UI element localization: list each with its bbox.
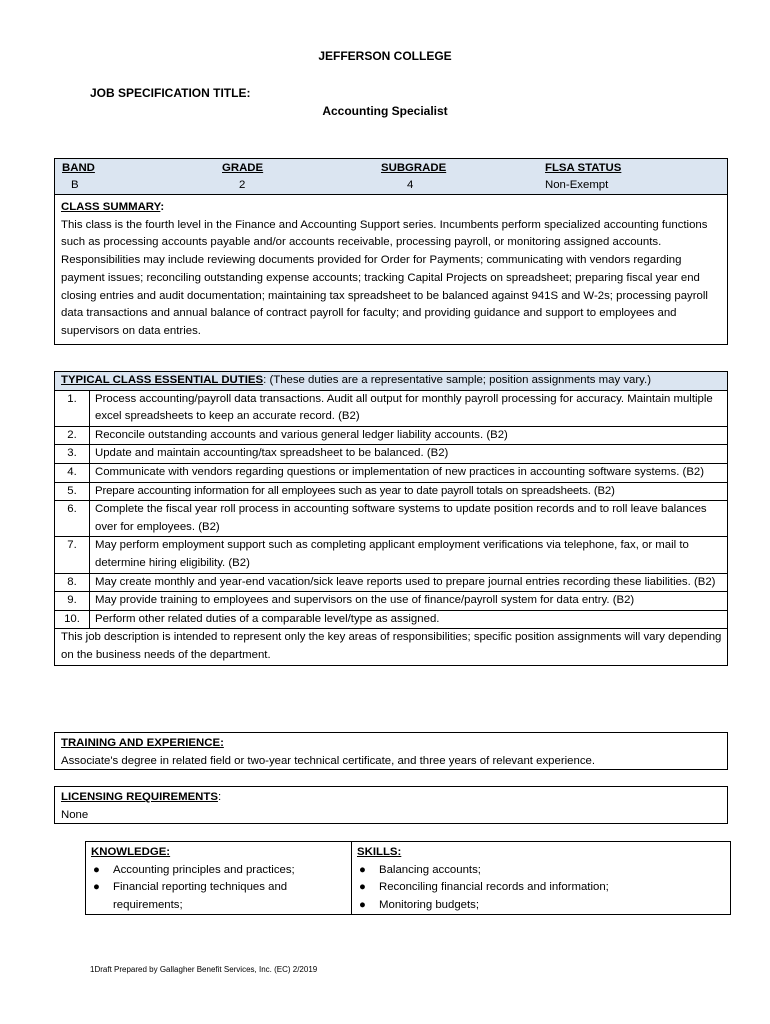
- skills-item-text: Balancing accounts;: [379, 863, 481, 876]
- duty-row: [55, 390, 728, 426]
- job-title: Accounting Specialist: [322, 104, 448, 118]
- duty-text: May create monthly and year-end vacation/sick leave reports used to prepare journal entries recording these liabilities. (B2): [90, 573, 728, 592]
- training-label: TRAINING AND EXPERIENCE:: [61, 737, 224, 749]
- duty-row: [55, 592, 728, 611]
- duties-note: : (These duties are a representative sample; position assignments may vary.): [263, 374, 651, 386]
- class-summary: [55, 195, 727, 344]
- subgrade-label: SUBGRADE: [381, 162, 447, 174]
- class-summary-label: CLASS SUMMARY: [61, 201, 161, 213]
- skills-item: [357, 897, 725, 915]
- training-text: Associate's degree in related field or two-year technical certificate, and three years of relevant experience.: [61, 754, 596, 767]
- band-label: BAND: [62, 162, 95, 174]
- licensing-colon: :: [217, 791, 222, 803]
- class-summary-colon: :: [160, 201, 165, 213]
- duty-row: [55, 445, 728, 464]
- knowledge-item: [91, 862, 346, 880]
- college-name: JEFFERSON COLLEGE: [318, 49, 452, 63]
- skills-item-text: Monitoring budgets;: [379, 898, 480, 911]
- knowledge-item-text: Accounting principles and practices;: [113, 863, 295, 876]
- knowledge-item-text: Financial reporting techniques and requirements;: [113, 881, 288, 911]
- duty-text: Communicate with vendors regarding questions or implementation of new practices in accounting software systems. (B2): [90, 463, 728, 482]
- grade-label: GRADE: [222, 162, 264, 174]
- duty-number: 9.: [55, 592, 90, 611]
- duties-header: [55, 372, 728, 391]
- duty-row: [55, 501, 728, 537]
- duty-text: May provide training to employees and supervisors on the use of finance/payroll system for data entry. (B2): [90, 592, 728, 611]
- bullet-icon: ●: [359, 881, 366, 894]
- skills-item: [357, 862, 725, 880]
- duty-number: 2.: [55, 426, 90, 445]
- duty-number: 5.: [55, 482, 90, 501]
- knowledge-skills-table: [85, 841, 731, 915]
- duty-text: Process accounting/payroll data transactions. Audit all output for monthly payroll processing for accuracy. Maintain multiple excel spreadsheets to keep an accurate record. (B2): [90, 390, 728, 426]
- licensing-label: LICENSING REQUIREMENTS: [61, 791, 218, 803]
- licensing-text: None: [61, 808, 89, 821]
- knowledge-label: KNOWLEDGE:: [91, 846, 171, 858]
- subgrade-value: 4: [407, 179, 414, 191]
- duty-number: 3.: [55, 445, 90, 464]
- licensing-box: [54, 786, 728, 824]
- duty-number: 8.: [55, 573, 90, 592]
- duty-text: Update and maintain accounting/tax spreadsheet to be balanced. (B2): [90, 445, 728, 464]
- skills-label: SKILLS:: [357, 846, 402, 858]
- job-spec-label: JOB SPECIFICATION TITLE:: [90, 86, 251, 100]
- duty-row: [55, 426, 728, 445]
- flsa-label: FLSA STATUS: [545, 162, 622, 174]
- duty-text: Reconcile outstanding accounts and various general ledger liability accounts. (B2): [90, 426, 728, 445]
- band-value: B: [71, 179, 79, 191]
- knowledge-item: [91, 879, 346, 914]
- footer-note: 1Draft Prepared by Gallagher Benefit Services, Inc. (EC) 2/2019: [90, 965, 318, 974]
- duties-table: [54, 371, 728, 666]
- classification-header: [55, 159, 727, 195]
- skills-item-text: Reconciling financial records and information;: [379, 881, 609, 894]
- duties-footnote: This job description is intended to represent only the key areas of responsibilities; specific position assignments will vary depending on the business needs of the department.: [55, 629, 728, 665]
- skills-item: [357, 879, 725, 897]
- duty-number: 7.: [55, 537, 90, 573]
- knowledge-cell: [86, 842, 352, 915]
- duty-row: [55, 573, 728, 592]
- duty-text: Perform other related duties of a comparable level/type as assigned.: [90, 610, 728, 629]
- duty-text: Complete the fiscal year roll process in accounting software systems to update position records and to roll leave balances over for employees. (B2): [90, 501, 728, 537]
- duty-text: Prepare accounting information for all employees such as year to date payroll totals on spreadsheets. (B2): [90, 482, 728, 501]
- duty-number: 10.: [55, 610, 90, 629]
- training-box: [54, 732, 728, 770]
- duties-box: [54, 371, 728, 666]
- duty-text: May perform employment support such as completing applicant employment verifications via telephone, fax, or mail to determine hiring eligibility. (B2): [90, 537, 728, 573]
- duty-row: [55, 537, 728, 573]
- knowledge-skills-box: [85, 841, 731, 915]
- class-summary-text: This class is the fourth level in the Finance and Accounting Support series. Incumbents perform specialized accounting functions such as processing accounts payable and/or accounts receivable, processing payroll, or monitoring assigned accounts. Responsibilities may include reviewing documents provided for Order for Payments; communicating with vendors regarding payment issues; reconciling outstanding expense accounts; tracking Capital Projects on spreadsheet; preparing fiscal year end closing entries and audit documentation; maintaining tax spreadsheet to be balanced against 941S and W-2s; processing payroll data transactions and annual balance of contract payroll for faculty; and providing guidance and support to employees and supervisors on data entries.: [61, 218, 708, 337]
- duty-number: 4.: [55, 463, 90, 482]
- grade-value: 2: [239, 179, 246, 191]
- classification-box: [54, 158, 728, 345]
- duty-row: [55, 482, 728, 501]
- bullet-icon: ●: [359, 863, 366, 876]
- duty-number: 6.: [55, 501, 90, 537]
- bullet-icon: ●: [359, 898, 366, 911]
- duties-label: TYPICAL CLASS ESSENTIAL DUTIES: [61, 374, 264, 386]
- duty-row: [55, 610, 728, 629]
- flsa-value: Non-Exempt: [545, 179, 609, 191]
- duty-row: [55, 463, 728, 482]
- skills-cell: [352, 842, 731, 915]
- bullet-icon: ●: [93, 881, 100, 894]
- bullet-icon: ●: [93, 863, 100, 876]
- duty-number: 1.: [55, 390, 90, 426]
